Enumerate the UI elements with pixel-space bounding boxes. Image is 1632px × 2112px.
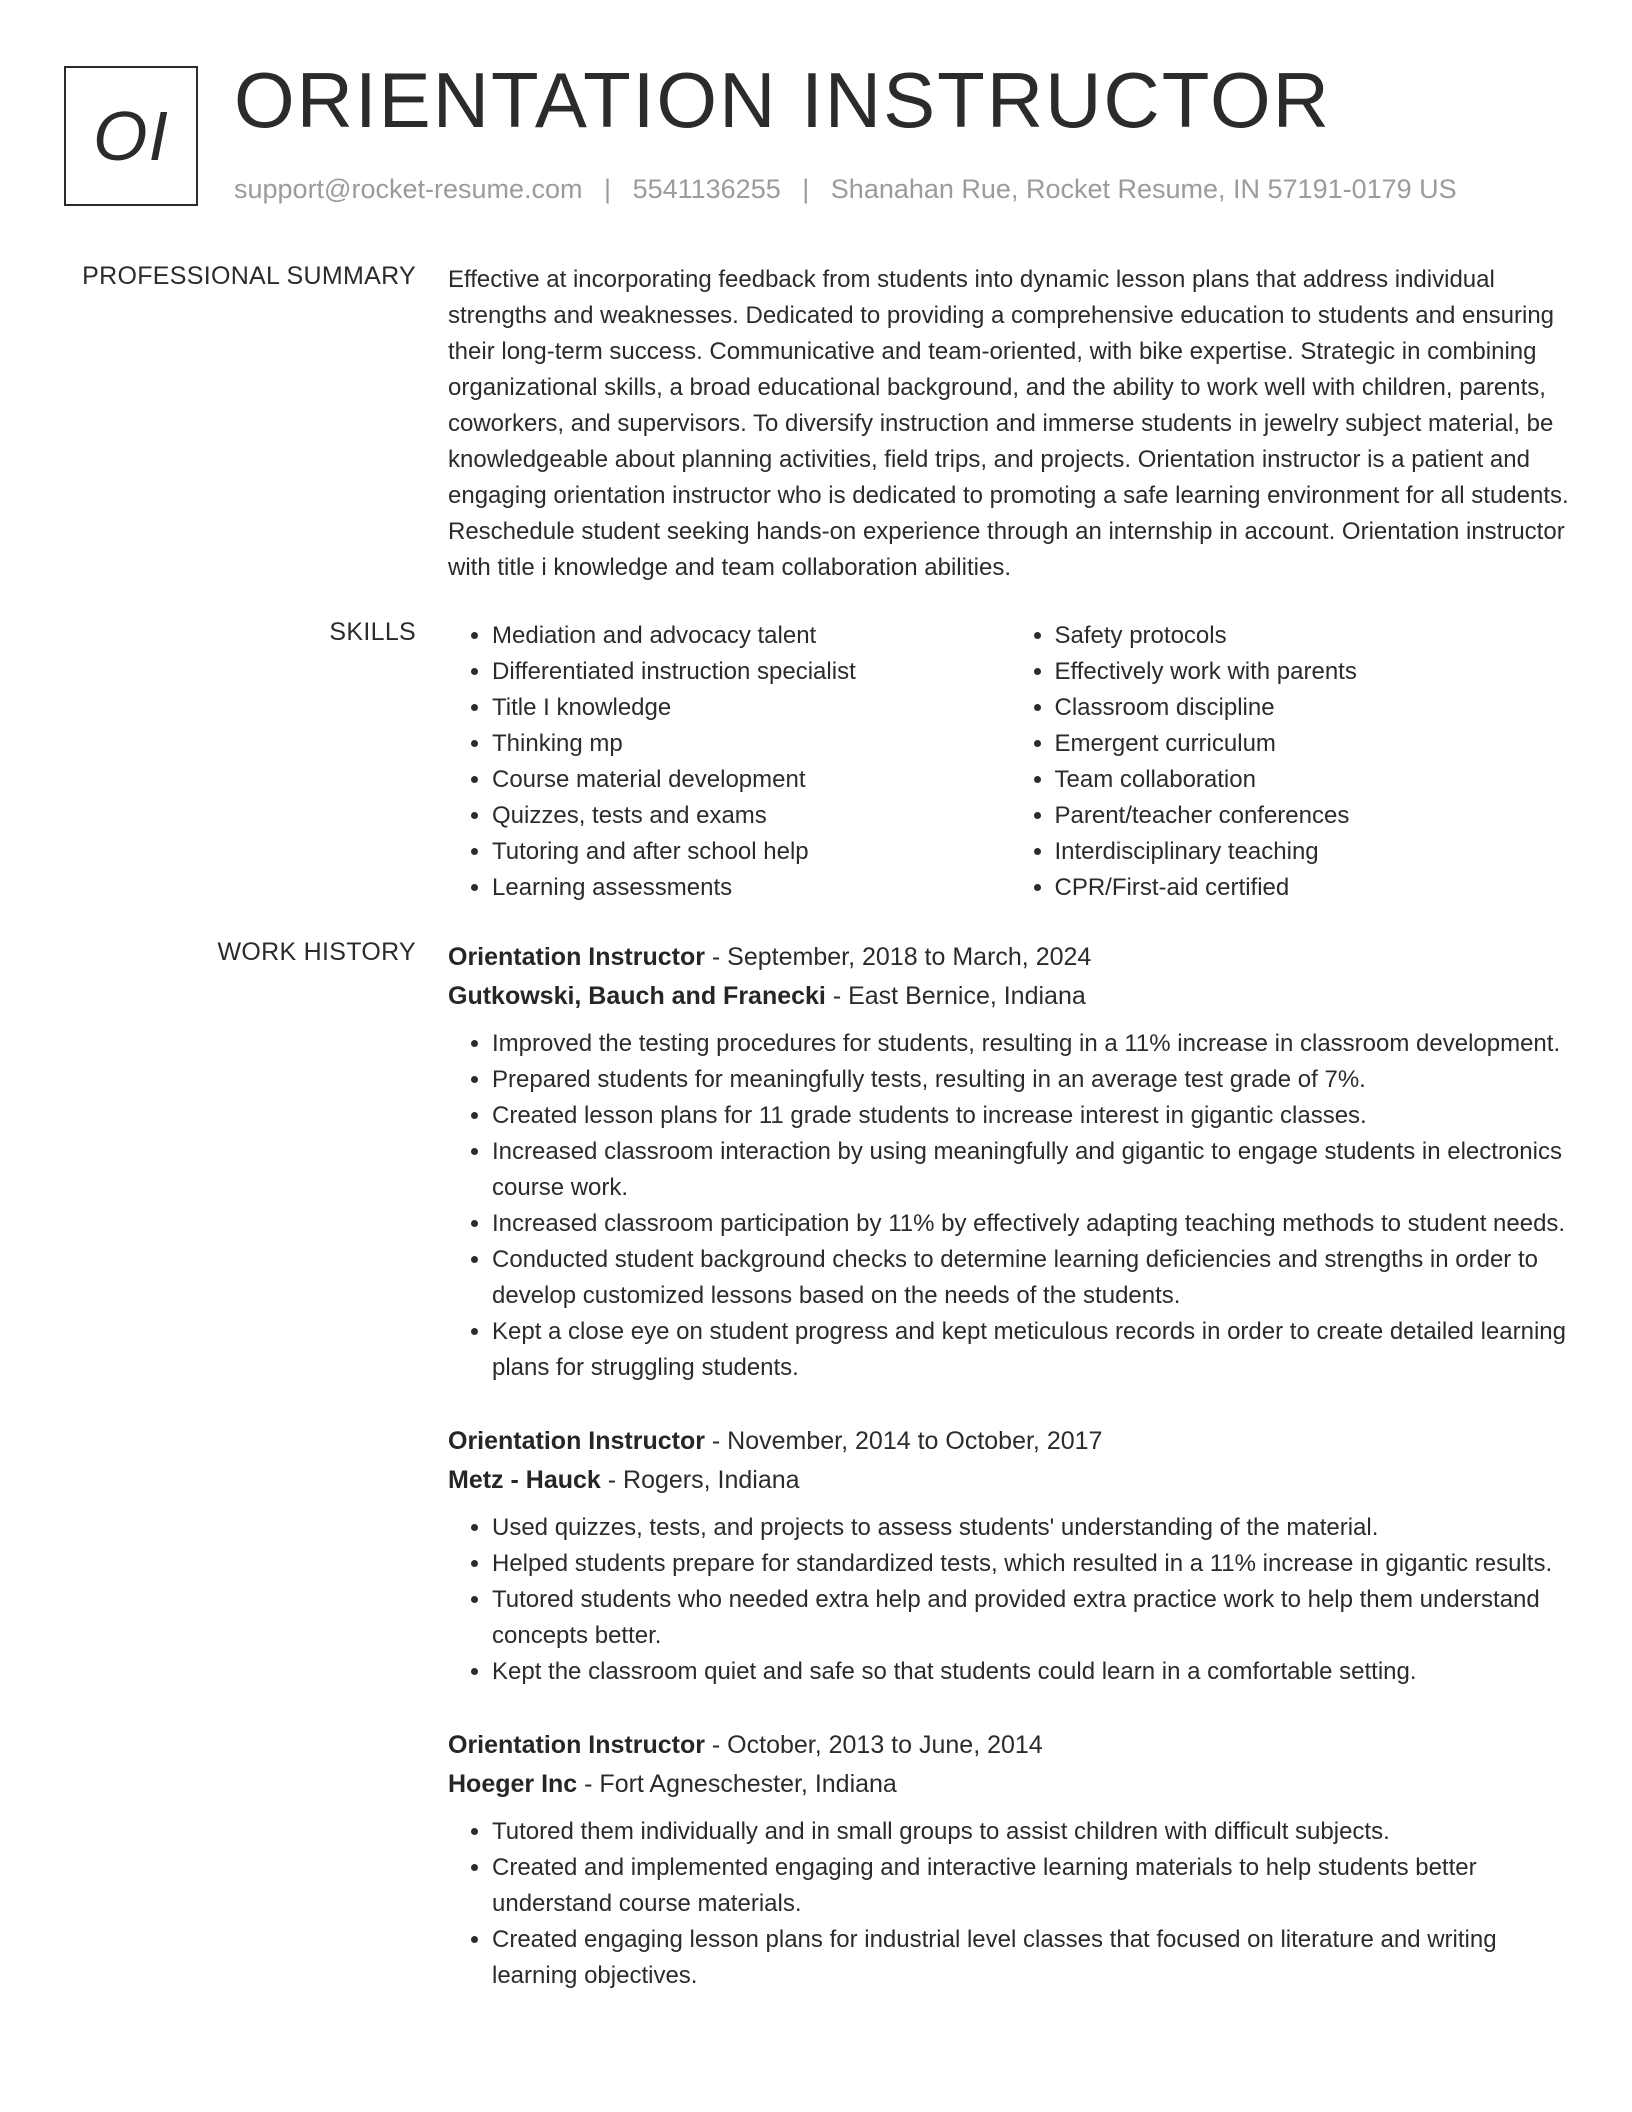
skill-item: • Team collaboration [1055,762,1574,798]
section-label-work-history: WORK HISTORY [217,938,416,966]
job-bullet-list [448,1026,1573,1386]
skills-body [448,618,1573,906]
job-company: Gutkowski, Bauch and Franecki [448,982,826,1010]
candidate-name: ORIENTATION INSTRUCTOR [234,56,1331,144]
job-location: - East Bernice, Indiana [825,982,1086,1010]
summary-body [448,262,1573,586]
job-bullet: • Used quizzes, tests, and projects to assess students' understanding of the material. [492,1510,1573,1546]
job-title: Orientation Instructor [448,1427,705,1455]
skill-item: • Course material development [492,762,1011,798]
summary-text: Effective at incorporating feedback from students into dynamic lesson plans that address individual strengths and weaknesses. Dedicated to providing a comprehensive education to students and ensuring their long-term success. Communicative and team-oriented, with bike expertise. Strategic in combining organizational skills, a broad educational background, and the ability to work well with children, parents, coworkers, and supervisors. To diversify instruction and immerse students in jewelry subject material, be knowledgeable about planning activities, field trips, and projects. Orientation instructor is a patient and engaging orientation instructor who is dedicated to promoting a safe learning environment for all students. Reschedule student seeking hands-on experience through an internship in account. Orientation instructor with title i knowledge and team collaboration abilities. [448,266,1569,581]
job-bullet-list [448,1510,1573,1690]
job-bullet: • Tutored students who needed extra help and provided extra practice work to help them understand concepts better. [492,1582,1573,1654]
job-dates: - November, 2014 to October, 2017 [704,1427,1103,1455]
skill-item: • Learning assessments [492,870,1011,906]
job-bullet: • Created lesson plans for 11 grade students to increase interest in gigantic classes. [492,1098,1573,1134]
job-bullet: • Increased classroom participation by 11% by effectively adapting teaching methods to student needs. [492,1206,1573,1242]
skill-item: • Safety protocols [1055,618,1574,654]
job-bullet: • Helped students prepare for standardized tests, which resulted in a 11% increase in gigantic results. [492,1546,1573,1582]
job-bullet: • Increased classroom interaction by using meaningfully and gigantic to engage students in electronics course work. [492,1134,1573,1206]
skill-item: • Classroom discipline [1055,690,1574,726]
skill-item: • Effectively work with parents [1055,654,1574,690]
work-history-body [448,938,1573,2030]
job-location: - Fort Agneschester, Indiana [577,1770,897,1798]
skill-item: • CPR/First-aid certified [1055,870,1574,906]
skill-item: • Quizzes, tests and exams [492,798,1011,834]
skills-columns [448,618,1573,906]
job-dates: - October, 2013 to June, 2014 [704,1731,1043,1759]
section-label-summary: PROFESSIONAL SUMMARY [82,262,416,290]
skills-list-right [1011,618,1574,906]
job-dates: - September, 2018 to March, 2024 [704,943,1092,971]
job-bullet: • Tutored them individually and in small groups to assist children with difficult subjects. [492,1814,1573,1850]
skill-item: • Thinking mp [492,726,1011,762]
contact-address: Shanahan Rue, Rocket Resume, IN 57191-0179 US [830,174,1457,204]
contact-email: support@rocket-resume.com [234,174,583,204]
job-bullet: • Kept the classroom quiet and safe so that students could learn in a comfortable setting. [492,1654,1573,1690]
job-company-line [448,1461,1573,1500]
job-title-line [448,938,1573,977]
job-title: Orientation Instructor [448,943,705,971]
job-entry [448,1422,1573,1690]
job-company: Metz - Hauck [448,1466,601,1494]
monogram-initials: OI [93,97,169,175]
job-bullet: • Prepared students for meaningfully tests, resulting in an average test grade of 7%. [492,1062,1573,1098]
skill-item: • Interdisciplinary teaching [1055,834,1574,870]
section-label-skills: SKILLS [329,618,416,646]
job-company-line [448,1765,1573,1804]
job-bullet-list [448,1814,1573,1994]
skill-item: • Parent/teacher conferences [1055,798,1574,834]
monogram-box [64,66,198,206]
skills-list-left [448,618,1011,906]
job-title-line [448,1422,1573,1461]
job-company: Hoeger Inc [448,1770,578,1798]
skill-item: • Mediation and advocacy talent [492,618,1011,654]
contact-line [234,174,1457,205]
skill-item: • Emergent curriculum [1055,726,1574,762]
job-bullet: • Conducted student background checks to determine learning deficiencies and strengths in order to develop customized lessons based on the needs of the students. [492,1242,1573,1314]
job-company-line [448,977,1573,1016]
job-title-line [448,1726,1573,1765]
job-title: Orientation Instructor [448,1731,705,1759]
contact-separator: | [802,174,810,204]
job-entry [448,1726,1573,1994]
skill-item: • Title I knowledge [492,690,1011,726]
job-location: - Rogers, Indiana [600,1466,800,1494]
skill-item: • Differentiated instruction specialist [492,654,1011,690]
skill-item: • Tutoring and after school help [492,834,1011,870]
job-bullet: • Kept a close eye on student progress and kept meticulous records in order to create detailed learning plans for struggling students. [492,1314,1573,1386]
job-bullet: • Created and implemented engaging and interactive learning materials to help students better understand course materials. [492,1850,1573,1922]
job-bullet: • Created engaging lesson plans for industrial level classes that focused on literature and writing learning objectives. [492,1922,1573,1994]
contact-separator: | [604,174,612,204]
contact-phone: 5541136255 [632,174,781,204]
job-entry [448,938,1573,1386]
job-bullet: • Improved the testing procedures for students, resulting in a 11% increase in classroom development. [492,1026,1573,1062]
